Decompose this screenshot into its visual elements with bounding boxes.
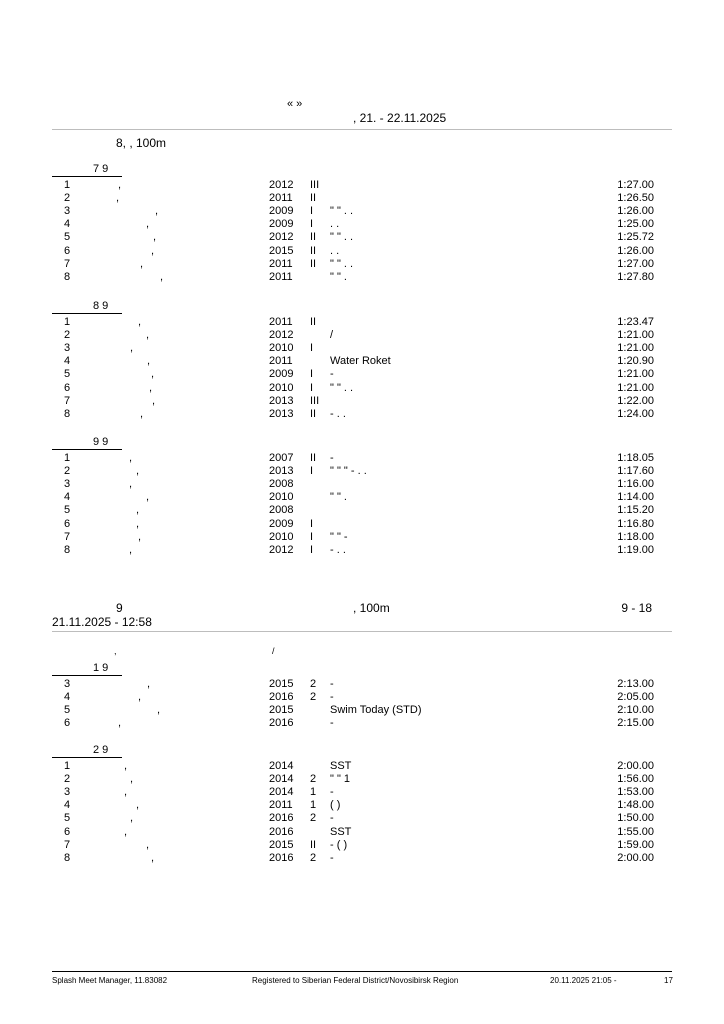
sport-rank: III xyxy=(310,179,320,191)
result-row xyxy=(0,717,724,730)
club-name: " " . . xyxy=(330,231,354,244)
club-name: - . . xyxy=(330,407,346,420)
entry-time: 1:59.00 xyxy=(617,838,654,851)
lane-number: 2 xyxy=(64,465,71,478)
entry-time: 1:16.80 xyxy=(617,517,654,530)
name-separator: , xyxy=(151,368,155,381)
result-row xyxy=(0,465,724,478)
name-separator: , xyxy=(146,218,150,231)
birth-year: 2016 xyxy=(269,691,294,704)
sport-rank: II xyxy=(310,192,317,205)
name-separator: , xyxy=(146,491,150,504)
footer-page: 17 xyxy=(664,976,673,985)
entry-time: 2:05.00 xyxy=(617,691,654,704)
name-separator: , xyxy=(118,179,122,191)
footer-registered: Registered to Siberian Federal District/Novosibirsk Region xyxy=(252,976,459,985)
lane-number: 4 xyxy=(64,355,71,368)
heat-underline xyxy=(52,176,122,177)
name-separator: , xyxy=(129,478,133,491)
birth-year: 2012 xyxy=(269,543,294,556)
entry-time: 1:18.05 xyxy=(617,452,654,464)
result-row xyxy=(0,179,724,192)
sport-rank: II xyxy=(310,316,317,328)
entry-time: 1:18.00 xyxy=(617,530,654,543)
birth-year: 2011 xyxy=(269,355,293,368)
club-name: - xyxy=(330,717,334,730)
birth-year: 2015 xyxy=(269,678,294,690)
lane-number: 7 xyxy=(64,530,71,543)
entry-time: 1:14.00 xyxy=(617,491,654,504)
lane-number: 3 xyxy=(64,478,71,491)
event2-sub-comma: , xyxy=(114,646,117,656)
lane-number: 4 xyxy=(64,799,71,812)
birth-year: 2016 xyxy=(269,825,294,838)
entry-time: 1:27.00 xyxy=(617,179,654,191)
entry-time: 1:23.47 xyxy=(617,316,654,328)
birth-year: 2009 xyxy=(269,218,294,231)
result-row xyxy=(0,316,724,329)
sport-rank: 2 xyxy=(310,691,317,704)
result-row xyxy=(0,258,724,271)
name-separator: , xyxy=(130,773,134,786)
result-row xyxy=(0,491,724,504)
name-separator: , xyxy=(124,760,128,772)
club-name: - ( ) xyxy=(330,838,348,851)
heat-underline xyxy=(52,313,122,314)
entry-time: 2:10.00 xyxy=(617,704,654,717)
sport-rank: I xyxy=(310,205,314,218)
birth-year: 2010 xyxy=(269,530,294,543)
result-row xyxy=(0,812,724,825)
club-name: - xyxy=(330,368,334,381)
birth-year: 2014 xyxy=(269,786,294,799)
name-separator: , xyxy=(152,394,156,407)
entry-time: 1:55.00 xyxy=(617,825,654,838)
sport-rank: II xyxy=(310,231,317,244)
entry-time: 1:56.00 xyxy=(617,773,654,786)
lane-number: 3 xyxy=(64,678,71,690)
result-row xyxy=(0,408,724,421)
event1-header: 8, , 100m xyxy=(116,136,167,150)
birth-year: 2016 xyxy=(269,851,294,864)
club-name: . . xyxy=(330,244,340,257)
name-separator: , xyxy=(129,452,133,464)
club-name: Swim Today (STD) xyxy=(330,704,422,717)
club-name: ( ) xyxy=(330,799,341,812)
sport-rank: I xyxy=(310,517,314,530)
sport-rank: II xyxy=(310,244,317,257)
sport-rank: 2 xyxy=(310,851,317,864)
club-name: - xyxy=(330,452,334,464)
result-row xyxy=(0,773,724,786)
sport-rank: 1 xyxy=(310,799,317,812)
birth-year: 2016 xyxy=(269,717,294,730)
result-row xyxy=(0,192,724,205)
result-row xyxy=(0,799,724,812)
name-separator: , xyxy=(138,316,142,328)
name-separator: , xyxy=(136,799,140,812)
name-separator: , xyxy=(136,517,140,530)
event2-sub-slash: / xyxy=(272,646,275,656)
entry-time: 1:53.00 xyxy=(617,786,654,799)
birth-year: 2015 xyxy=(269,838,294,851)
birth-year: 2015 xyxy=(269,244,294,257)
entry-time: 1:21.00 xyxy=(617,342,654,355)
club-name: - . . xyxy=(330,543,346,556)
entry-time: 2:15.00 xyxy=(617,717,654,730)
name-separator: , xyxy=(146,838,150,851)
club-name: SST xyxy=(330,825,352,838)
birth-year: 2011 xyxy=(269,257,293,270)
name-separator: , xyxy=(129,543,133,556)
result-row xyxy=(0,342,724,355)
name-separator: , xyxy=(138,530,142,543)
lane-number: 4 xyxy=(64,491,71,504)
name-separator: , xyxy=(118,717,122,730)
sport-rank: II xyxy=(310,257,317,270)
heat-title: 2 9 xyxy=(93,744,109,756)
club-name: SST xyxy=(330,760,352,772)
birth-year: 2011 xyxy=(269,799,293,812)
result-row xyxy=(0,452,724,465)
event2-number: 9 xyxy=(116,601,123,615)
footer-printed: 20.11.2025 21:05 - xyxy=(550,976,617,985)
club-name: " " . . xyxy=(330,381,354,394)
birth-year: 2012 xyxy=(269,329,294,342)
birth-year: 2009 xyxy=(269,368,294,381)
result-row xyxy=(0,678,724,691)
lane-number: 4 xyxy=(64,691,71,704)
name-separator: , xyxy=(124,825,128,838)
lane-number: 2 xyxy=(64,329,71,342)
result-row xyxy=(0,826,724,839)
birth-year: 2007 xyxy=(269,452,294,464)
result-row xyxy=(0,691,724,704)
club-name: . . xyxy=(330,218,340,231)
lane-number: 6 xyxy=(64,717,71,730)
result-row xyxy=(0,271,724,284)
sport-rank: I xyxy=(310,381,314,394)
lane-number: 7 xyxy=(64,257,71,270)
entry-time: 1:27.80 xyxy=(617,270,654,283)
entry-time: 1:19.00 xyxy=(617,543,654,556)
name-separator: , xyxy=(146,329,150,342)
entry-time: 1:50.00 xyxy=(617,812,654,825)
birth-year: 2010 xyxy=(269,342,294,355)
sport-rank: II xyxy=(310,838,317,851)
lane-number: 1 xyxy=(64,316,71,328)
entry-time: 1:21.00 xyxy=(617,381,654,394)
sport-rank: 2 xyxy=(310,678,317,690)
birth-year: 2014 xyxy=(269,760,294,772)
sport-rank: 2 xyxy=(310,773,317,786)
result-row xyxy=(0,786,724,799)
entry-time: 1:26.00 xyxy=(617,205,654,218)
name-separator: , xyxy=(157,704,161,717)
club-name: " " - xyxy=(330,530,348,543)
lane-number: 5 xyxy=(64,231,71,244)
birth-year: 2016 xyxy=(269,812,294,825)
meet-title: « » xyxy=(287,98,303,110)
heat-underline xyxy=(52,757,122,758)
result-row xyxy=(0,395,724,408)
club-name: - xyxy=(330,786,334,799)
lane-number: 2 xyxy=(64,773,71,786)
result-row xyxy=(0,531,724,544)
name-separator: , xyxy=(147,678,151,690)
result-row xyxy=(0,839,724,852)
lane-number: 8 xyxy=(64,270,71,283)
entry-time: 2:13.00 xyxy=(617,678,654,690)
result-row xyxy=(0,760,724,773)
birth-year: 2015 xyxy=(269,704,294,717)
name-separator: , xyxy=(130,342,134,355)
name-separator: , xyxy=(136,465,140,478)
lane-number: 6 xyxy=(64,244,71,257)
entry-time: 1:15.20 xyxy=(617,504,654,517)
result-row xyxy=(0,218,724,231)
sport-rank: 1 xyxy=(310,786,317,799)
lane-number: 8 xyxy=(64,407,71,420)
result-row xyxy=(0,231,724,244)
heat-underline xyxy=(52,675,122,676)
entry-time: 1:25.72 xyxy=(617,231,654,244)
club-name: " " . . xyxy=(330,205,354,218)
birth-year: 2012 xyxy=(269,179,294,191)
result-row xyxy=(0,504,724,517)
sport-rank: I xyxy=(310,368,314,381)
sport-rank: III xyxy=(310,394,320,407)
lane-number: 7 xyxy=(64,394,71,407)
entry-time: 1:26.50 xyxy=(617,192,654,205)
birth-year: 2012 xyxy=(269,231,294,244)
birth-year: 2008 xyxy=(269,478,294,491)
entry-time: 1:26.00 xyxy=(617,244,654,257)
footer-software: Splash Meet Manager, 11.83082 xyxy=(52,976,168,985)
club-name: Water Roket xyxy=(330,355,391,368)
lane-number: 6 xyxy=(64,825,71,838)
sport-rank: I xyxy=(310,218,314,231)
result-row xyxy=(0,704,724,717)
club-name: " " " - . . xyxy=(330,465,367,478)
name-separator: , xyxy=(136,504,140,517)
lane-number: 3 xyxy=(64,786,71,799)
birth-year: 2011 xyxy=(269,192,293,205)
birth-year: 2013 xyxy=(269,394,294,407)
name-separator: , xyxy=(140,407,144,420)
entry-time: 1:20.90 xyxy=(617,355,654,368)
name-separator: , xyxy=(116,192,120,205)
result-row xyxy=(0,205,724,218)
name-separator: , xyxy=(140,257,144,270)
result-row xyxy=(0,368,724,381)
event2-divider xyxy=(52,631,672,632)
birth-year: 2013 xyxy=(269,465,294,478)
entry-time: 1:17.60 xyxy=(617,465,654,478)
entry-time: 1:21.00 xyxy=(617,368,654,381)
birth-year: 2011 xyxy=(269,270,293,283)
result-row xyxy=(0,355,724,368)
name-separator: , xyxy=(155,205,159,218)
birth-year: 2010 xyxy=(269,491,294,504)
entry-time: 1:25.00 xyxy=(617,218,654,231)
lane-number: 8 xyxy=(64,851,71,864)
result-row xyxy=(0,478,724,491)
birth-year: 2011 xyxy=(269,316,293,328)
club-name: " " . . xyxy=(330,257,354,270)
event2-datetime: 21.11.2025 - 12:58 xyxy=(52,615,152,629)
lane-number: 3 xyxy=(64,342,71,355)
entry-time: 1:16.00 xyxy=(617,478,654,491)
result-row xyxy=(0,329,724,342)
sport-rank: I xyxy=(310,465,314,478)
club-name: " " 1 xyxy=(330,773,351,786)
header-divider xyxy=(52,129,672,130)
club-name: - xyxy=(330,851,334,864)
heat-underline xyxy=(52,449,122,450)
name-separator: , xyxy=(151,244,155,257)
club-name: - xyxy=(330,812,334,825)
entry-time: 1:22.00 xyxy=(617,394,654,407)
entry-time: 1:21.00 xyxy=(617,329,654,342)
result-row xyxy=(0,245,724,258)
lane-number: 1 xyxy=(64,452,71,464)
lane-number: 1 xyxy=(64,179,71,191)
club-name: - xyxy=(330,691,334,704)
event2-ages: 9 - 18 xyxy=(621,601,652,615)
entry-time: 1:48.00 xyxy=(617,799,654,812)
birth-year: 2010 xyxy=(269,381,294,394)
lane-number: 5 xyxy=(64,812,71,825)
club-name: " " . xyxy=(330,270,347,283)
result-row xyxy=(0,544,724,557)
lane-number: 7 xyxy=(64,838,71,851)
lane-number: 3 xyxy=(64,205,71,218)
event2-name: , 100m xyxy=(353,601,390,615)
birth-year: 2008 xyxy=(269,504,294,517)
lane-number: 1 xyxy=(64,760,71,772)
entry-time: 2:00.00 xyxy=(617,760,654,772)
club-name: / xyxy=(330,329,334,342)
name-separator: , xyxy=(138,691,142,704)
name-separator: , xyxy=(124,786,128,799)
birth-year: 2014 xyxy=(269,773,294,786)
result-row xyxy=(0,518,724,531)
sport-rank: 2 xyxy=(310,812,317,825)
lane-number: 5 xyxy=(64,704,71,717)
birth-year: 2009 xyxy=(269,205,294,218)
result-row xyxy=(0,852,724,865)
lane-number: 2 xyxy=(64,192,71,205)
name-separator: , xyxy=(160,270,164,283)
name-separator: , xyxy=(153,231,157,244)
sport-rank: I xyxy=(310,530,314,543)
sport-rank: I xyxy=(310,342,314,355)
name-separator: , xyxy=(130,812,134,825)
club-name: - xyxy=(330,678,334,690)
name-separator: , xyxy=(147,355,151,368)
entry-time: 1:27.00 xyxy=(617,257,654,270)
lane-number: 5 xyxy=(64,504,71,517)
entry-time: 1:24.00 xyxy=(617,407,654,420)
birth-year: 2013 xyxy=(269,407,294,420)
entry-time: 2:00.00 xyxy=(617,851,654,864)
birth-year: 2009 xyxy=(269,517,294,530)
heat-title: 7 9 xyxy=(93,163,109,175)
sport-rank: I xyxy=(310,543,314,556)
sport-rank: II xyxy=(310,452,317,464)
heat-title: 8 9 xyxy=(93,300,109,312)
club-name: " " . xyxy=(330,491,347,504)
sport-rank: II xyxy=(310,407,317,420)
result-row xyxy=(0,382,724,395)
lane-number: 6 xyxy=(64,381,71,394)
lane-number: 5 xyxy=(64,368,71,381)
heat-title: 1 9 xyxy=(93,662,109,674)
meet-dates: , 21. - 22.11.2025 xyxy=(353,111,447,125)
lane-number: 6 xyxy=(64,517,71,530)
heat-title: 9 9 xyxy=(93,436,109,448)
footer-divider xyxy=(52,971,672,972)
name-separator: , xyxy=(151,851,155,864)
lane-number: 4 xyxy=(64,218,71,231)
name-separator: , xyxy=(149,381,153,394)
lane-number: 8 xyxy=(64,543,71,556)
